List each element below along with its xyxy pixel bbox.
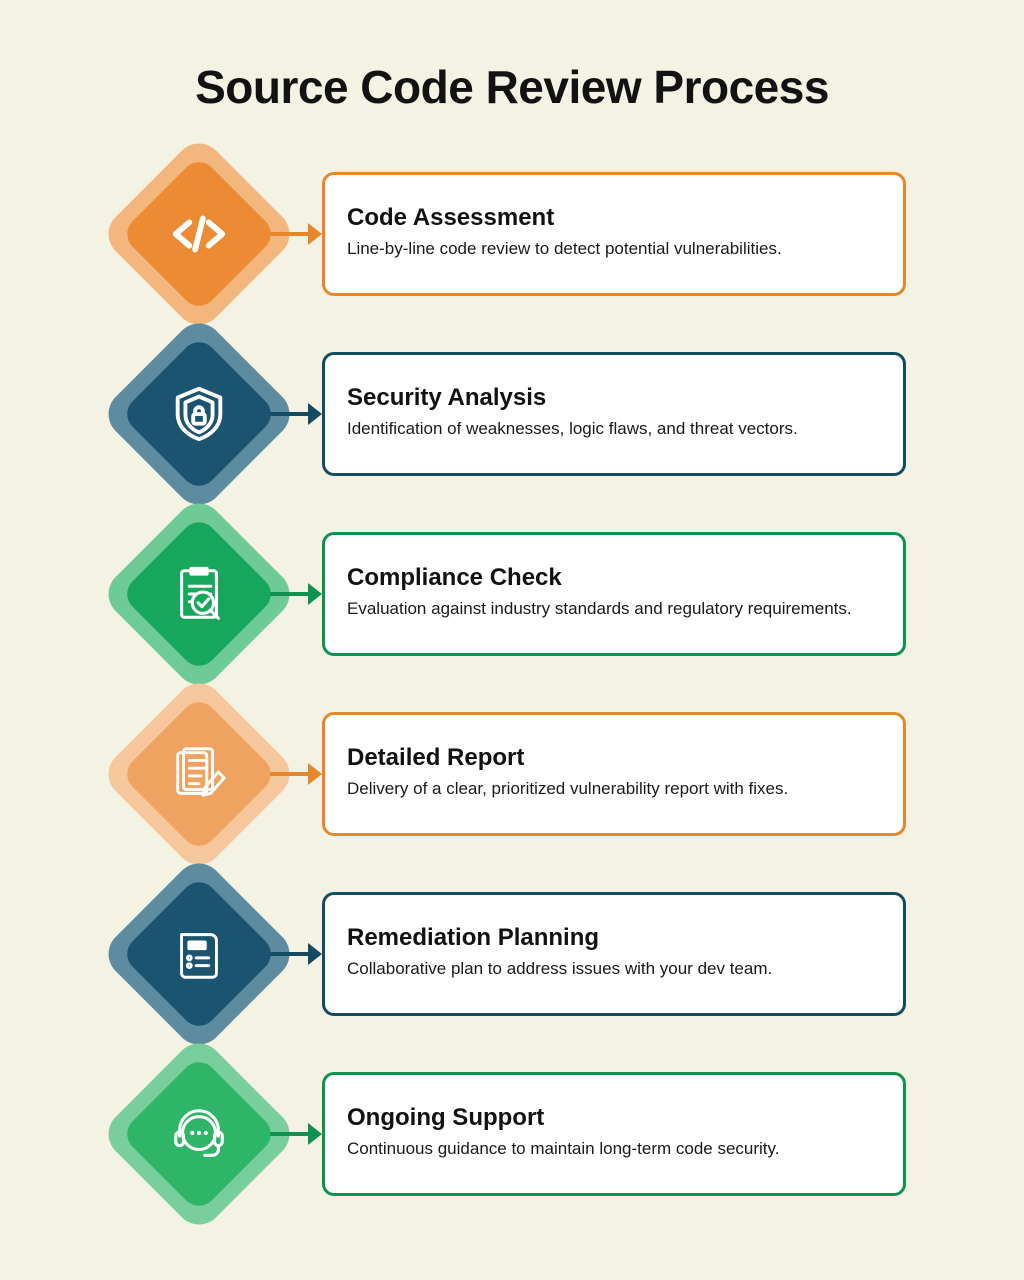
process-step [0,155,1024,313]
step-icon-badge [120,515,278,673]
shield-lock-icon [168,383,230,445]
step-card [322,712,906,836]
process-step [0,875,1024,1033]
process-step [0,1055,1024,1213]
step-card [322,352,906,476]
step-connector [270,232,322,236]
step-card [322,892,906,1016]
step-card [322,532,906,656]
step-card [322,172,906,296]
process-step [0,515,1024,673]
step-connector [270,592,322,596]
step-connector [270,1132,322,1136]
step-description: Collaborative plan to address issues with your dev team. [347,958,773,978]
step-connector [270,952,322,956]
audit-checklist-magnifier-icon [168,563,230,625]
step-icon-badge [120,335,278,493]
headset-support-icon [168,1103,230,1165]
step-title: Ongoing Support [347,1104,545,1132]
process-step [0,695,1024,853]
step-connector [270,412,322,416]
step-title: Remediation Planning [347,924,600,952]
step-title: Detailed Report [347,744,525,772]
step-icon-badge [120,155,278,313]
process-step [0,335,1024,493]
step-title: Code Assessment [347,204,555,232]
code-brackets-icon [168,203,230,265]
step-icon-badge [120,695,278,853]
process-step-list [0,155,1024,1213]
step-icon-badge [120,1055,278,1213]
step-description: Delivery of a clear, prioritized vulnerability report with fixes. [347,778,789,798]
step-card [322,1072,906,1196]
step-description: Identification of weaknesses, logic flaws, and threat vectors. [347,418,798,438]
step-icon-badge [120,875,278,1033]
step-description: Evaluation against industry standards and regulatory requirements. [347,598,852,618]
step-connector [270,772,322,776]
step-description: Continuous guidance to maintain long-term code security. [347,1138,780,1158]
step-title: Compliance Check [347,564,562,592]
page-title: Source Code Review Process [195,61,829,113]
step-description: Line-by-line code review to detect potential vulnerabilities. [347,238,782,258]
report-pencil-icon [168,743,230,805]
plan-scroll-icon [168,923,230,985]
step-title: Security Analysis [347,384,547,412]
